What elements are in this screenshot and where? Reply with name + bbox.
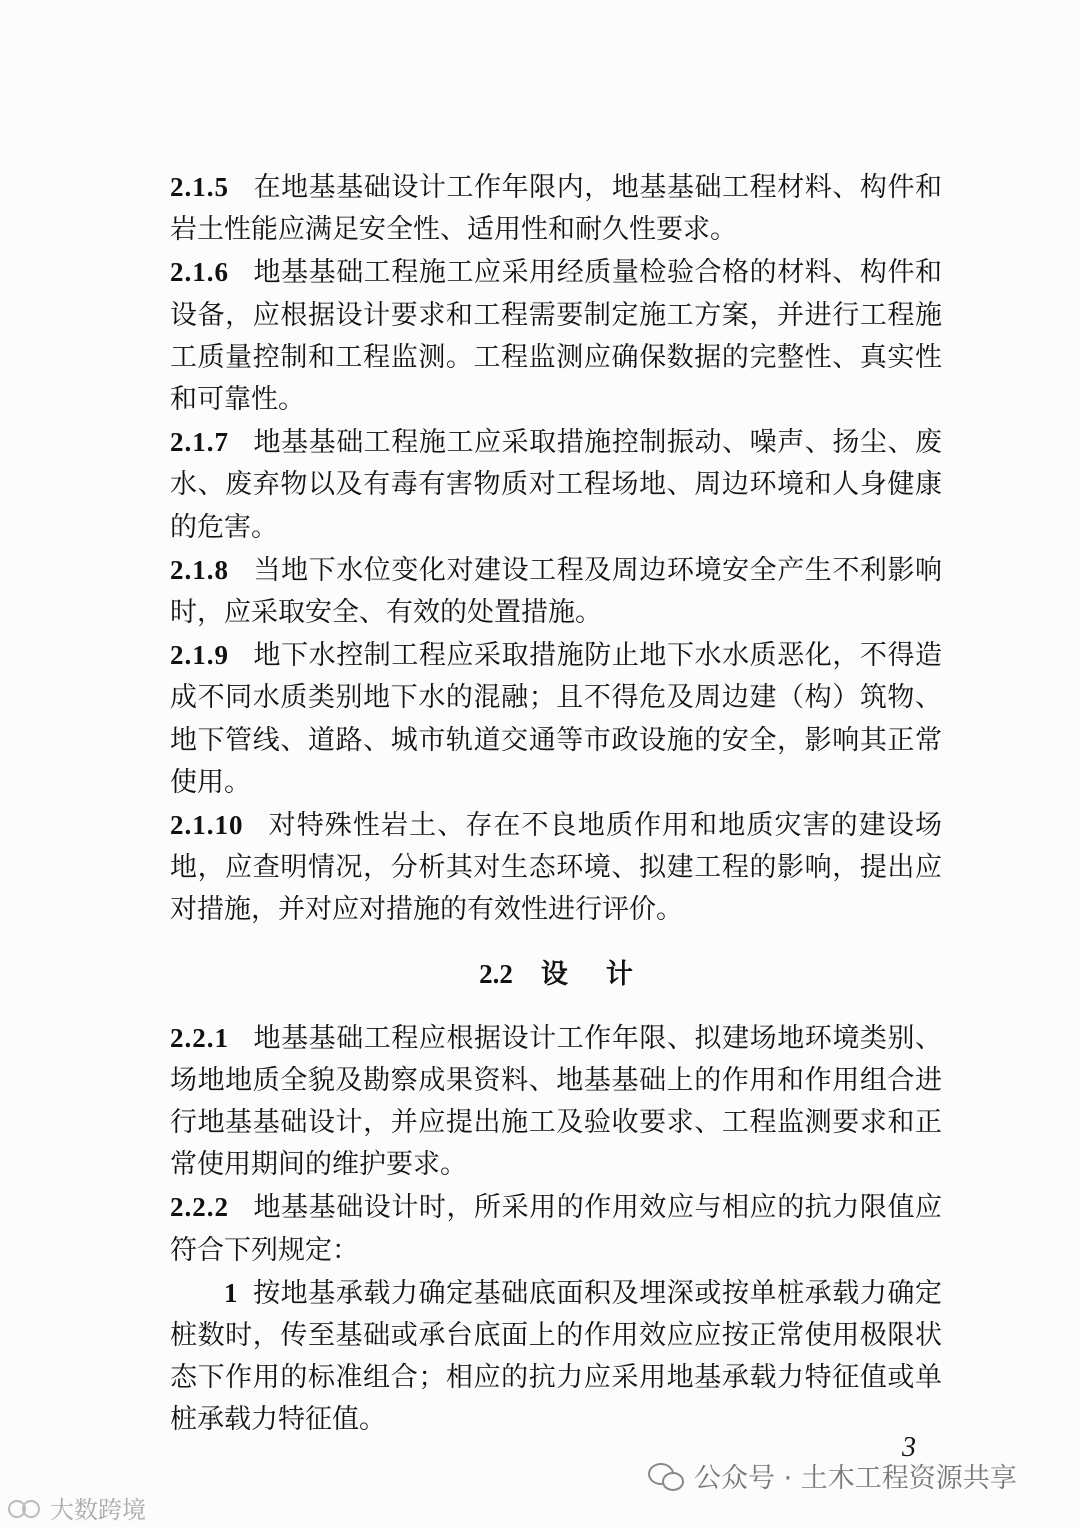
clause-text: 对特殊性岩土、存在不良地质作用和地质灾害的建设场地，应查明情况，分析其对生态环境、拟建工程的影响，提出应对措施，并对应对措施的有效性进行评价。 xyxy=(170,810,942,926)
section-heading: 设计 xyxy=(540,958,671,990)
clause-2-2-1 xyxy=(170,1017,942,1187)
item-text: 按地基承载力确定基础底面积及埋深或按单桩承载力确定桩数时，传至基础或承台底面上的作用效应应按正常使用极限状态下作用的标准组合；相应的抗力应采用地基承载力特征值或单桩承载力特征值。 xyxy=(170,1277,942,1436)
item-number: 1 xyxy=(224,1277,239,1308)
clause-2-2-2 xyxy=(170,1186,942,1271)
clause-2-1-10 xyxy=(170,804,942,932)
clause-number: 2.1.8 xyxy=(170,554,229,585)
section-number: 2.2 xyxy=(479,958,513,989)
corner-logo-icon xyxy=(8,1497,42,1519)
clause-text: 地基基础工程应根据设计工作年限、拟建场地环境类别、场地地质全貌及勘察成果资料、地基基础上的作用和作用组合进行地基基础设计，并应提出施工及验收要求、工程监测要求和正常使用期间的维护要求。 xyxy=(170,1022,942,1181)
clause-2-1-7 xyxy=(170,421,942,549)
wechat-icon xyxy=(648,1461,684,1491)
list-item-1 xyxy=(170,1272,942,1442)
clause-2-1-9 xyxy=(170,634,942,804)
clause-number: 2.1.9 xyxy=(170,640,229,671)
clause-2-1-8 xyxy=(170,549,942,634)
page-content xyxy=(170,166,942,1442)
clause-text: 地下水控制工程应采取措施防止地下水水质恶化，不得造成不同水质类别地下水的混融；且不得危及周边建（构）筑物、地下管线、道路、城市轨道交通等市政设施的安全，影响其正常使用。 xyxy=(170,640,942,798)
watermark-text: 公众号 · 土木工程资源共享 xyxy=(694,1463,1017,1494)
clause-text: 当地下水位变化对建设工程及周边环境安全产生不利影响时，应采取安全、有效的处置措施。 xyxy=(170,554,942,629)
clause-2-1-5 xyxy=(170,166,942,251)
section-title xyxy=(170,942,942,1007)
clause-number: 2.1.6 xyxy=(170,257,229,288)
clause-text: 地基基础设计时，所采用的作用效应与相应的抗力限值应符合下列规定： xyxy=(170,1192,942,1266)
corner-watermark-text: 大数跨境 xyxy=(50,1496,146,1524)
clause-text: 地基基础工程施工应采用经质量检验合格的材料、构件和设备，应根据设计要求和工程需要制定施工方案，并进行工程施工质量控制和工程监测。工程监测应确保数据的完整性、真实性和可靠性。 xyxy=(170,257,942,416)
footer-watermark xyxy=(648,1456,1017,1495)
page-number: 3 xyxy=(902,1432,916,1463)
clause-2-1-6 xyxy=(170,251,942,421)
clause-number: 2.1.5 xyxy=(170,172,229,202)
clause-text: 在地基基础设计工作年限内，地基基础工程材料、构件和岩土性能应满足安全性、适用性和耐久性要求。 xyxy=(170,172,942,246)
clause-number: 2.2.2 xyxy=(170,1192,229,1223)
corner-watermark xyxy=(8,1490,146,1525)
clause-text: 地基基础工程施工应采取措施控制振动、噪声、扬尘、废水、废弃物以及有毒有害物质对工程场地、周边环境和人身健康的危害。 xyxy=(170,427,942,543)
clause-number: 2.2.1 xyxy=(170,1022,229,1053)
clause-number: 2.1.10 xyxy=(170,810,244,841)
clause-number: 2.1.7 xyxy=(170,427,229,458)
